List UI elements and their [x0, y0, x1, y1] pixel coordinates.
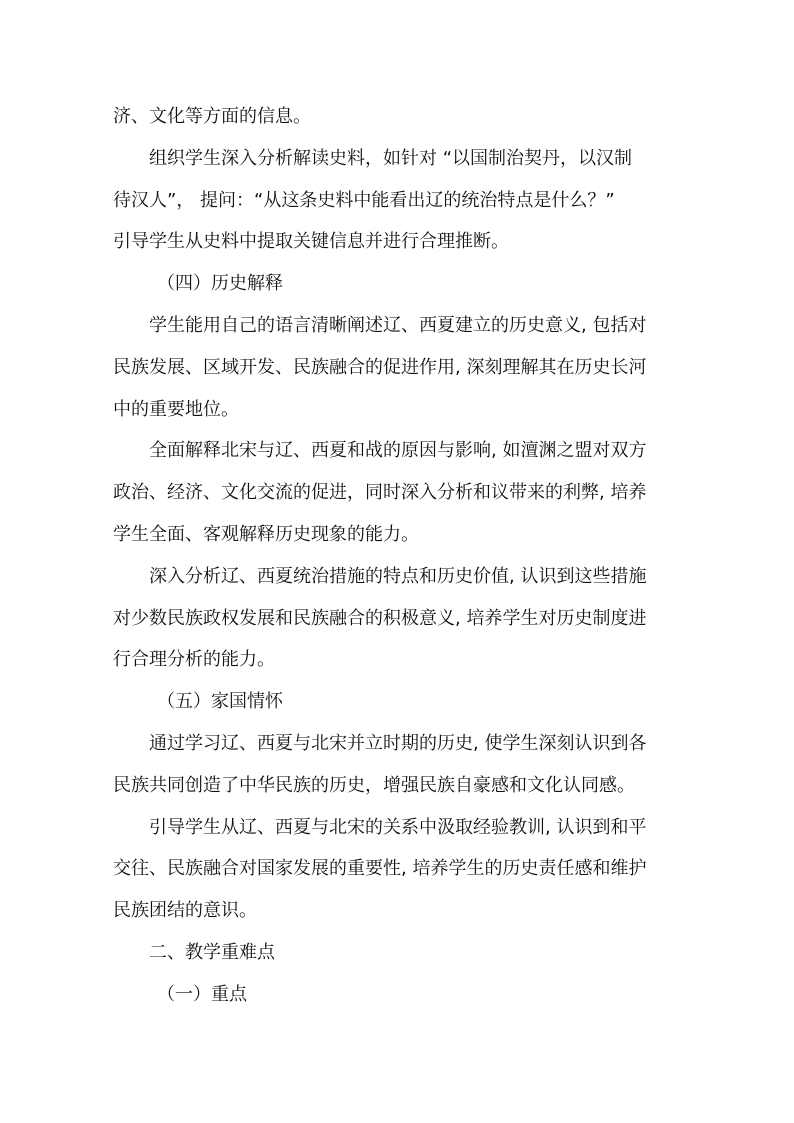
text-line-18: 引导学生从辽、西夏与北宋的关系中汲取经验教训, 认识到和平	[149, 816, 647, 838]
text-line-4: 引导学生从史料中提取关键信息并进行合理推断。	[113, 231, 509, 253]
text-line-3: 待汉人”， 提问：“从这条史料中能看出辽的统治特点是什么？”	[113, 189, 615, 211]
text-line-8: 中的重要地位。	[113, 398, 239, 420]
text-line-10: 政治、经济、文化交流的促进，同时深入分析和议带来的利弊, 培养	[113, 482, 647, 504]
text-line-7: 民族发展、区域开发、民族融合的促进作用, 深刻理解其在历史长河	[113, 356, 647, 378]
text-line-1: 济、文化等方面的信息。	[113, 106, 311, 127]
section-heading-history-explanation: （四）历史解释	[157, 273, 283, 295]
text-line-2: 组织学生深入分析解读史料，如针对 “以国制治契丹，以汉制	[149, 147, 633, 169]
text-line-12: 深入分析辽、西夏统治措施的特点和历史价值, 认识到这些措施	[149, 565, 647, 587]
section-heading-teaching-key-points: 二、教学重难点	[149, 941, 275, 963]
text-line-16: 通过学习辽、西夏与北宋并立时期的历史, 使学生深刻认识到各	[149, 732, 647, 754]
text-line-13: 对少数民族政权发展和民族融合的积极意义, 培养学生对历史制度进	[113, 607, 647, 629]
text-line-17: 民族共同创造了中华民族的历史，增强民族自豪感和文化认同感。	[113, 774, 635, 796]
section-heading-patriotism: （五）家国情怀	[157, 691, 283, 713]
section-heading-key-points: （一）重点	[157, 983, 247, 1005]
text-line-6: 学生能用自己的语言清晰阐述辽、西夏建立的历史意义, 包括对	[149, 314, 647, 336]
text-line-9: 全面解释北宋与辽、西夏和战的原因与影响, 如澶渊之盟对双方	[149, 440, 647, 462]
text-line-11: 学生全面、客观解释历史现象的能力。	[113, 523, 419, 545]
text-line-20: 民族团结的意识。	[113, 900, 257, 922]
text-line-19: 交往、民族融合对国家发展的重要性, 培养学生的历史责任感和维护	[113, 858, 647, 880]
text-line-14: 行合理分析的能力。	[113, 649, 275, 671]
